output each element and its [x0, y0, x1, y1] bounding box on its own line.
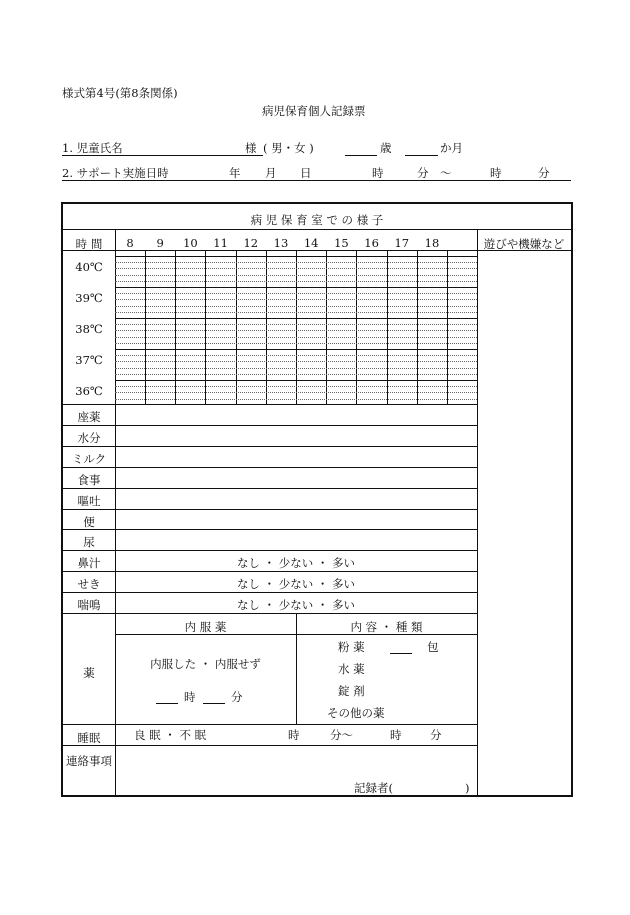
medicine-type-header: 内 容 ・ 種 類 [350, 620, 423, 634]
medicine-label: 薬 [83, 666, 95, 680]
sleep-start-minute: 分～ [330, 728, 353, 742]
time-label: 時 間 [75, 237, 103, 251]
hour-label-14: 14 [303, 236, 319, 250]
row-label-喘鳴: 喘鳴 [77, 598, 101, 613]
temperature-label-38℃: 38℃ [75, 322, 103, 336]
month-unit: か月 [440, 141, 463, 155]
medicine-minute-label: 分 [231, 690, 243, 704]
temperature-label-40℃: 40℃ [75, 260, 103, 274]
row-label-鼻汁: 鼻汁 [77, 556, 101, 571]
day-label: 日 [300, 166, 312, 180]
side-header: 遊びや機嫌など [483, 237, 565, 251]
row-field-座薬[interactable] [117, 405, 475, 424]
row-label-水分: 水分 [77, 430, 101, 445]
age-unit: 歳 [380, 141, 392, 155]
row-label-座薬: 座薬 [77, 410, 101, 424]
row-field-便[interactable] [117, 510, 475, 529]
hour-label-10: 10 [183, 236, 198, 250]
symptom-options-喘鳴[interactable]: なし ・ 少ない ・ 多い [236, 598, 356, 613]
child-name-label: 1. 児童氏名 [62, 141, 123, 155]
child-name-underline [62, 155, 263, 156]
gender-label: ( 男・女 ) [263, 141, 314, 155]
row-label-せき: せき [77, 577, 101, 592]
age-field[interactable] [345, 155, 377, 156]
support-datetime-underline[interactable] [62, 180, 571, 181]
start-minute-label: 分 [417, 166, 429, 180]
row-label-嘔吐: 嘔吐 [77, 493, 101, 508]
internal-medicine-header: 内 服 薬 [184, 620, 227, 634]
hour-label-12: 12 [243, 236, 259, 250]
row-field-ミルク[interactable] [117, 447, 475, 466]
hour-label-8: 8 [126, 236, 134, 250]
notes-label: 連絡事項 [66, 754, 112, 768]
medicine-hour-label: 時 [184, 690, 196, 704]
month-label: 月 [265, 166, 277, 180]
temperature-label-37℃: 37℃ [75, 353, 103, 367]
page-title: 病児保育個人記録票 [262, 104, 366, 118]
month-field[interactable] [405, 155, 438, 156]
sleep-quality[interactable]: 良 眠 ・ 不 眠 [134, 728, 207, 742]
start-hour-label: 時 [372, 166, 384, 180]
recorder-label: 記録者( [354, 781, 393, 795]
sleep-end-minute: 分 [430, 728, 442, 742]
sleep-start-hour: 時 [288, 728, 300, 742]
row-label-食事: 食事 [77, 472, 101, 487]
end-hour-label: 時 [490, 166, 502, 180]
hour-label-16: 16 [364, 236, 379, 250]
internal-status[interactable]: 内服した ・ 内服せず [150, 657, 261, 671]
row-field-嘔吐[interactable] [117, 489, 475, 508]
sleep-end-hour: 時 [390, 728, 402, 742]
side-notes-area[interactable] [479, 252, 569, 795]
hour-label-9: 9 [156, 236, 164, 250]
row-field-尿[interactable] [117, 530, 475, 549]
child-name-field[interactable] [130, 139, 240, 154]
temperature-label-39℃: 39℃ [75, 291, 103, 305]
medicine-minute-field[interactable] [203, 703, 225, 704]
packet-label: 包 [427, 640, 439, 654]
sleep-label: 睡眠 [77, 731, 101, 745]
symptom-options-鼻汁[interactable]: なし ・ 少ない ・ 多い [236, 556, 356, 571]
year-label: 年 [229, 166, 241, 180]
tilde: ～ [440, 166, 452, 180]
row-field-水分[interactable] [117, 426, 475, 445]
hour-label-11: 11 [213, 236, 228, 250]
recorder-field[interactable] [399, 780, 461, 795]
form-number: 様式第4号(第8条関係) [62, 86, 178, 100]
row-label-尿: 尿 [83, 535, 95, 550]
recorder-close: ) [465, 781, 470, 795]
hour-label-18: 18 [424, 236, 440, 250]
tablet-medicine: 錠 剤 [338, 684, 365, 698]
row-label-便: 便 [83, 514, 95, 529]
record-table [61, 202, 573, 797]
row-field-食事[interactable] [117, 468, 475, 487]
notes-area[interactable] [117, 747, 475, 777]
hour-label-17: 17 [394, 236, 410, 250]
powder-medicine: 粉 薬 [338, 640, 365, 654]
liquid-medicine: 水 薬 [338, 662, 365, 676]
hour-label-15: 15 [334, 236, 349, 250]
support-datetime-label: 2. サポート実施日時 [62, 166, 169, 180]
other-medicine: その他の薬 [327, 706, 385, 720]
powder-packet-field[interactable] [390, 653, 412, 654]
temperature-label-36℃: 36℃ [75, 384, 103, 398]
sama-label: 様 [245, 141, 257, 155]
table-title: 病 児 保 育 室 で の 様 子 [250, 213, 384, 227]
medicine-hour-field[interactable] [156, 703, 178, 704]
symptom-options-せき[interactable]: なし ・ 少ない ・ 多い [236, 577, 356, 592]
end-minute-label: 分 [538, 166, 550, 180]
hour-label-13: 13 [273, 236, 289, 250]
row-label-ミルク: ミルク [71, 451, 107, 466]
